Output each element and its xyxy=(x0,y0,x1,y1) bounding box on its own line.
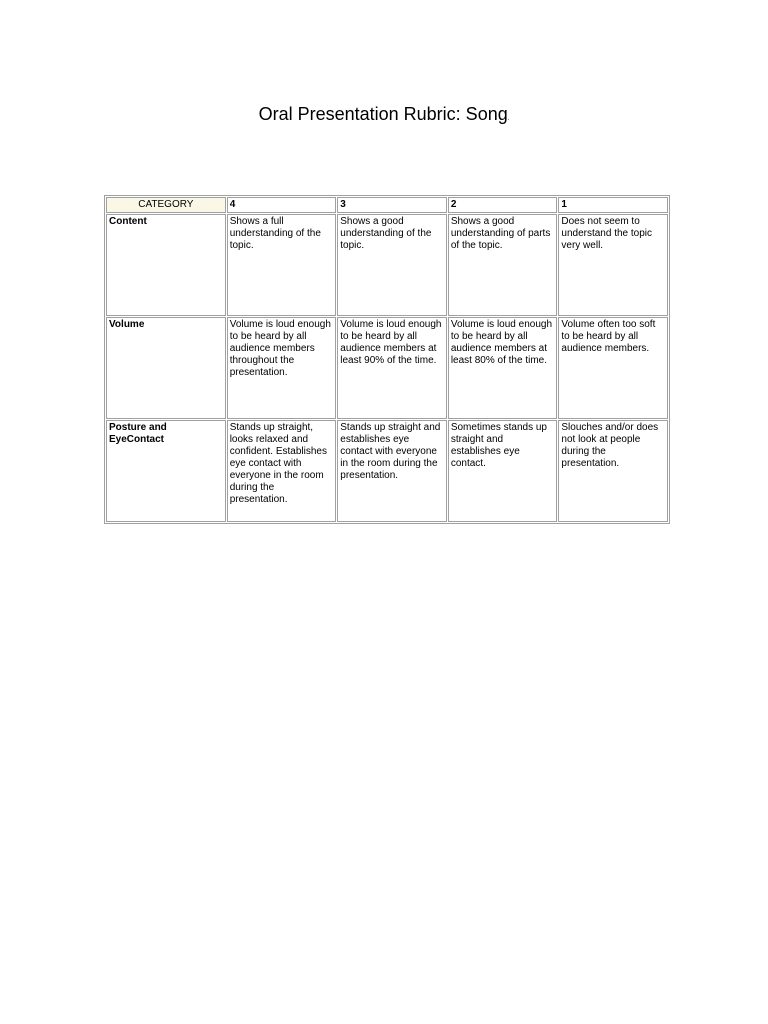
title-text: Oral Presentation Rubric: Song xyxy=(258,104,508,124)
table-cell: Volume is loud enough to be heard by all audience members throughout the presentation. xyxy=(227,317,337,419)
table-cell: Shows a good understanding of parts of the topic. xyxy=(448,214,558,316)
table-cell: Volume is loud enough to be heard by all audience members at least 80% of the time. xyxy=(448,317,558,419)
table-row-posture xyxy=(106,420,668,522)
table-row-volume xyxy=(106,317,668,419)
title-suffix: . xyxy=(507,116,510,122)
table-cell: Shows a good understanding of the topic. xyxy=(337,214,447,316)
row-label: Volume xyxy=(106,317,226,419)
table-cell: Sometimes stands up straight and establishes eye contact. xyxy=(448,420,558,522)
table-row-content xyxy=(106,214,668,316)
header-category: CATEGORY xyxy=(106,197,226,213)
table-cell: Volume is loud enough to be heard by all audience members at least 90% of the time. xyxy=(337,317,447,419)
table-cell: Stands up straight, looks relaxed and confident. Establishes eye contact with everyone in the room during the presentation. xyxy=(227,420,337,522)
table-cell: Shows a full understanding of the topic. xyxy=(227,214,337,316)
row-label: Content xyxy=(106,214,226,316)
table-cell: Stands up straight and establishes eye contact with everyone in the room during the presentation. xyxy=(337,420,447,522)
table-header-row xyxy=(106,197,668,213)
table-cell: Slouches and/or does not look at people during the presentation. xyxy=(558,420,668,522)
page-title xyxy=(0,104,768,125)
header-level-2: 2 xyxy=(448,197,558,213)
row-label: Posture and EyeContact xyxy=(106,420,226,522)
rubric-table xyxy=(104,195,670,524)
header-level-1: 1 xyxy=(558,197,668,213)
table-cell: Volume often too soft to be heard by all audience members. xyxy=(558,317,668,419)
header-level-4: 4 xyxy=(227,197,337,213)
header-level-3: 3 xyxy=(337,197,447,213)
table-cell: Does not seem to understand the topic very well. xyxy=(558,214,668,316)
